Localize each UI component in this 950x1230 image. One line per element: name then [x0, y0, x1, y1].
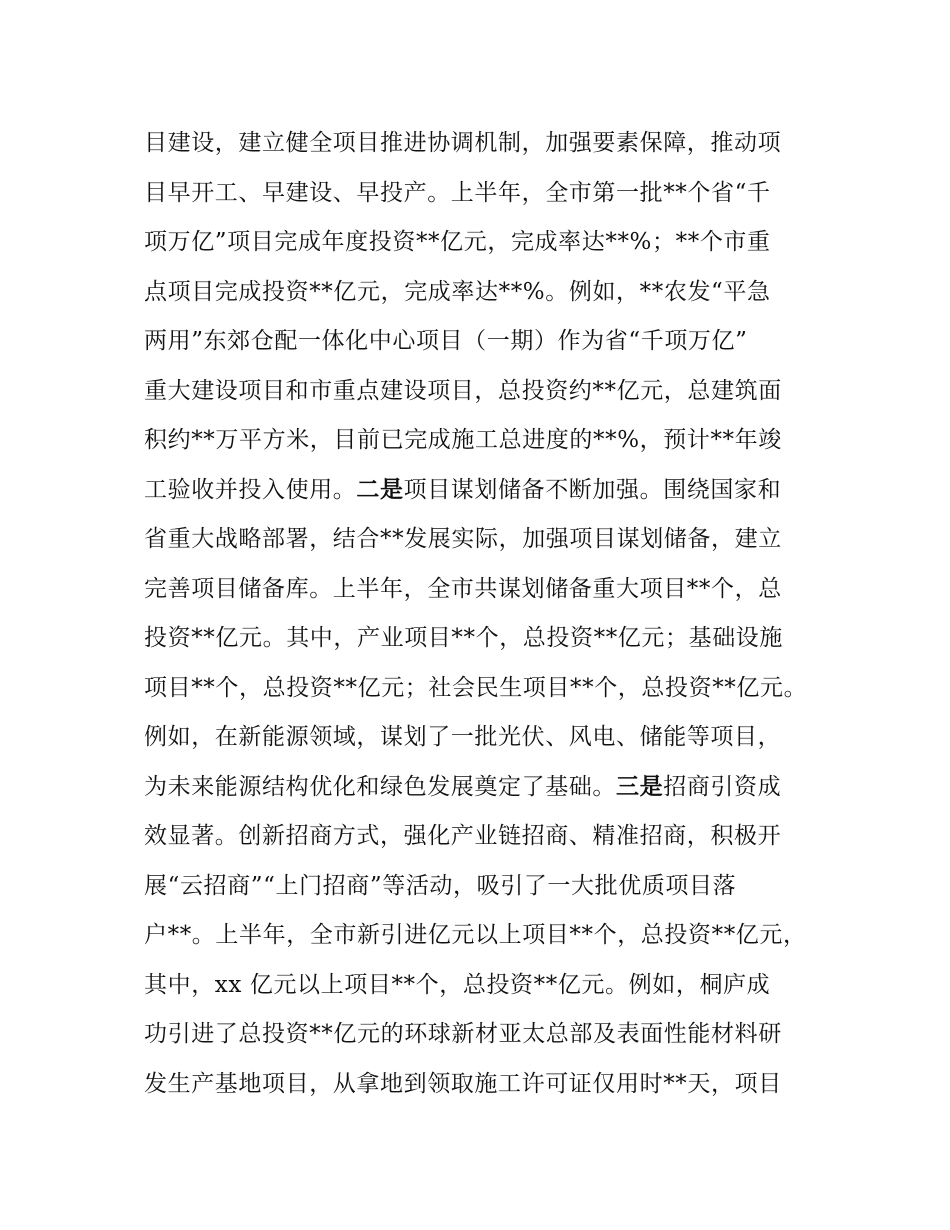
text-line: 目早开工、早建设、早投产。上半年，全市第一批**个省“千 [144, 180, 771, 206]
text-line: 项万亿”项目完成年度投资**亿元，完成率达**%；**个市重 [144, 229, 771, 255]
text-line: 点项目完成投资**亿元，完成率达**%。例如，**农发“平急 [144, 279, 771, 305]
text-line: 两用”东郊仓配一体化中心项目（一期）作为省“千项万亿” [144, 328, 748, 354]
bold-marker: 二是 [356, 476, 404, 503]
text-line: 重大建设项目和市重点建设项目，总投资约**亿元，总建筑面 [144, 378, 782, 404]
text-line: 功引进了总投资**亿元的环球新材亚太总部及表面性能材料研 [144, 1021, 782, 1047]
text-line: 省重大战略部署，结合**发展实际，加强项目谋划储备，建立 [144, 526, 782, 552]
text-line: 积约**万平方米，目前已完成施工总进度的**%，预计**年竣 [144, 427, 782, 453]
text-line: 项目**个，总投资**亿元；社会民生项目**个，总投资**亿元。 [144, 675, 808, 701]
text-line: 完善项目储备库。上半年，全市共谋划储备重大项目**个，总 [144, 576, 782, 602]
line-text: 招商引资成 [663, 774, 782, 800]
text-line [144, 475, 781, 505]
text-line: 发生产基地项目，从拿地到领取施工许可证仅用时**天，项目 [144, 1071, 782, 1097]
text-line [144, 772, 781, 802]
text-line: 其中，xx 亿元以上项目**个，总投资**亿元。例如，桐庐成 [144, 972, 771, 998]
bold-marker: 三是 [616, 773, 664, 800]
text-line: 目建设，建立健全项目推进协调机制，加强要素保障，推动项 [144, 130, 782, 156]
text-line: 户**。上半年，全市新引进亿元以上项目**个，总投资**亿元， [144, 922, 807, 948]
text-line: 效显著。创新招商方式，强化产业链招商、精准招商，积极开 [144, 823, 782, 849]
line-text: 工验收并投入使用。 [144, 477, 357, 503]
text-line: 例如，在新能源领域，谋划了一批光伏、风电、储能等项目， [144, 724, 782, 750]
text-line: 展“云招商”“上门招商”等活动，吸引了一大批优质项目落 [144, 873, 737, 899]
line-text: 项目谋划储备不断加强。围绕国家和 [403, 477, 782, 503]
line-text: 为未来能源结构优化和绿色发展奠定了基础。 [144, 774, 616, 800]
text-line: 投资**亿元。其中，产业项目**个，总投资**亿元；基础设施 [144, 625, 783, 651]
